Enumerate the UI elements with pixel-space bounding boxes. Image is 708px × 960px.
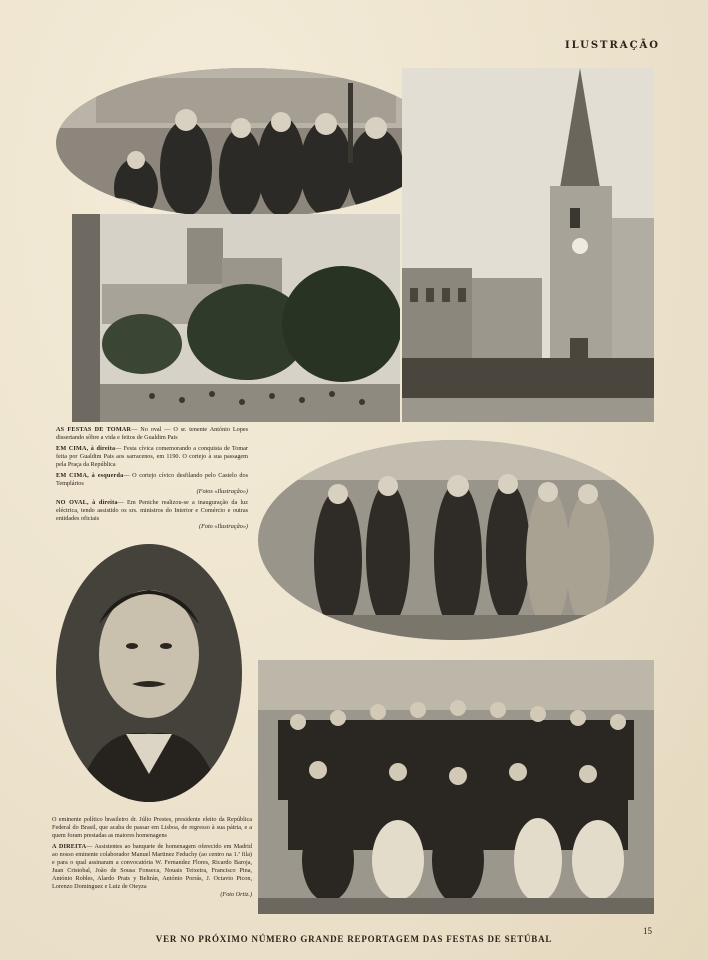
caption-tomar-lead: AS FESTAS DE TOMAR <box>56 426 132 433</box>
caption-madrid-lead: A DIREITA <box>52 843 87 850</box>
caption-tomar-2: — Festa cívica comemorando a conquista de Tomar feita por Gualdim Pais aos sarracenos, em 1190. O cortejo à sua passagem pela Praça da República <box>56 445 248 468</box>
photo-oval-peniche <box>258 440 654 640</box>
caption-tomar-credit: (Fotos «Ilustração») <box>196 488 248 495</box>
caption-peniche-credit: (Foto «Ilustração») <box>199 523 248 530</box>
caption-prestes: O eminente político brasileiro dr. Júlio Prestes, presidente eleito da República Federal do Brasil, que acaba de passar em Lisboa, de regresso à sua pátria, e a quem foram prestadas as maiores homenagens <box>52 816 252 839</box>
caption-peniche: — Em Peniche realizou-se a inauguração da luz eléctrica, tendo assistido os srs. ministros do Interior e Comércio e outras entidades oficiais <box>56 499 249 522</box>
masthead: ILUSTRAÇÃO <box>564 40 660 51</box>
caption-prestes-madrid <box>52 816 252 902</box>
caption-tomar-3-lead: EM CIMA, à esquerda <box>56 472 124 479</box>
photo-castle-procession <box>72 214 400 422</box>
caption-tomar-1: — No oval — O sr. tenente António Lopes dissertando sôbre a vida e feitos de Gualdim Pais <box>56 426 248 441</box>
caption-madrid: — Assistentes ao banquete de homenagem oferecido em Madrid ao nosso eminente colaborador Manuel Martinez Feduchy (ao centro na 1.ª fila) e para o qual assinaram a convocatória W. Fernandez Flores, Ricardo Baroja, Juan Cristobal, João de Sousa Fonseca, Nouais Teixeira, Francisco Pina, António Robles, Alardo Prats y Beltrán, António Porrás, J. Octavio Picon, Lorenzo Dominguez e Luiz de Oteyza <box>52 843 252 890</box>
page-number: 15 <box>643 926 652 936</box>
photo-oval-officers <box>56 68 438 218</box>
photo-portrait-prestes <box>56 544 242 802</box>
photo-tower-square <box>402 68 654 422</box>
footer-announcement: VER NO PRÓXIMO NÚMERO GRANDE REPORTAGEM DAS FESTAS DE SETÚBAL <box>155 934 553 944</box>
caption-peniche-lead: NO OVAL, à direita <box>56 499 118 506</box>
caption-tomar-2-lead: EM CIMA, à direita <box>56 445 116 452</box>
photo-madrid-banquet <box>258 660 654 914</box>
caption-tomar <box>56 426 248 534</box>
caption-tomar-3: — O cortejo cívico desfilando pelo Castelo dos Templários <box>56 472 248 487</box>
caption-madrid-credit: (Foto Ortiz.) <box>220 891 252 898</box>
